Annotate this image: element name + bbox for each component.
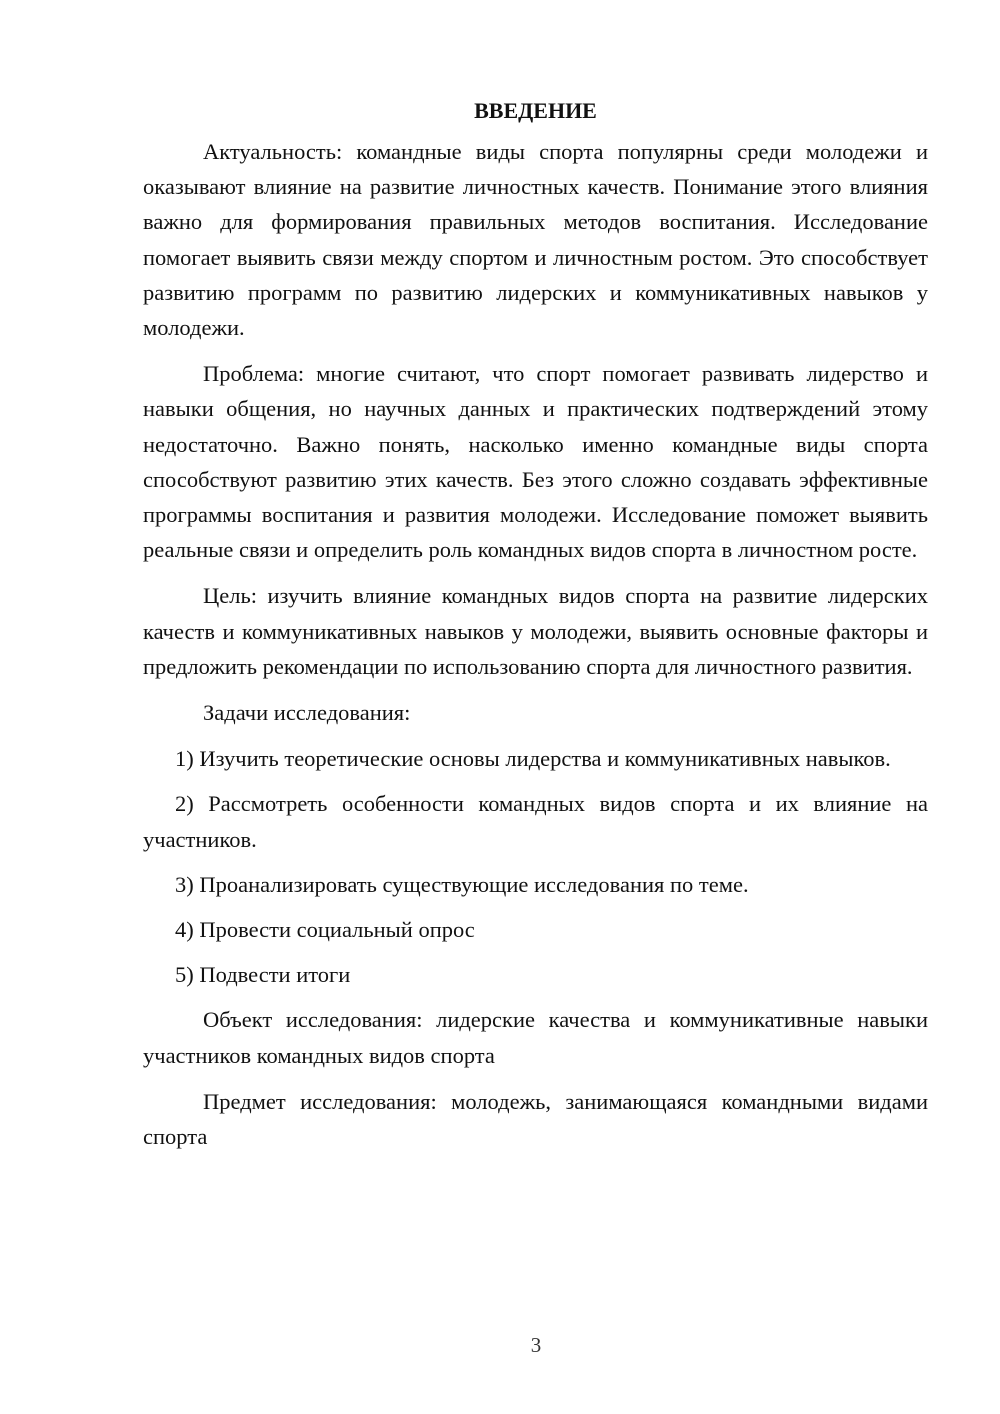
tasks-list: [143, 741, 928, 992]
task-item-4: 4) Провести социальный опрос: [175, 917, 475, 943]
object-paragraph: Объект исследования: лидерские качества и коммуникативные навыки участников командных видов спорта: [143, 1007, 928, 1068]
problem-paragraph: Проблема: многие считают, что спорт помогает развивать лидерство и навыки общения, но научных данных и практических подтверждений этому недостаточно. Важно понять, насколько именно командные виды спорта способствуют развитию этих качеств. Без этого сложно создавать эффективные программы воспитания и развития молодежи. Исследование поможет выявить реальные связи и определить роль командных видов спорта в личностном росте.: [143, 361, 928, 563]
page-number: 3: [530, 1333, 542, 1357]
goal-paragraph: Цель: изучить влияние командных видов спорта на развитие лидерских качеств и коммуникативных навыков у молодежи, выявить основные факторы и предложить рекомендации по использованию спорта для личностного развития.: [143, 583, 928, 679]
task-item-5: 5) Подвести итоги: [175, 962, 351, 988]
task-item-3: 3) Проанализировать существующие исследования по теме.: [175, 871, 749, 897]
task-item-2: 2) Рассмотреть особенности командных видов спорта и их влияние на участников.: [143, 791, 928, 852]
subject-paragraph: Предмет исследования: молодежь, занимающаяся командными видами спорта: [143, 1088, 928, 1150]
section-heading: ВВЕДЕНИЕ: [474, 98, 597, 123]
tasks-title: Задачи исследования:: [203, 700, 411, 726]
relevance-paragraph: Актуальность: командные виды спорта популярны среди молодежи и оказывают влияние на развитие личностных качеств. Понимание этого влияния важно для формирования правильных методов воспитания. Исследование помогает выявить связи между спортом и личностным ростом. Это способствует развитию программ по развитию лидерских и коммуникативных навыков у молодежи.: [143, 139, 928, 341]
document-body: [143, 96, 928, 1165]
task-item-1: 1) Изучить теоретические основы лидерства и коммуникативных навыков.: [175, 746, 891, 772]
